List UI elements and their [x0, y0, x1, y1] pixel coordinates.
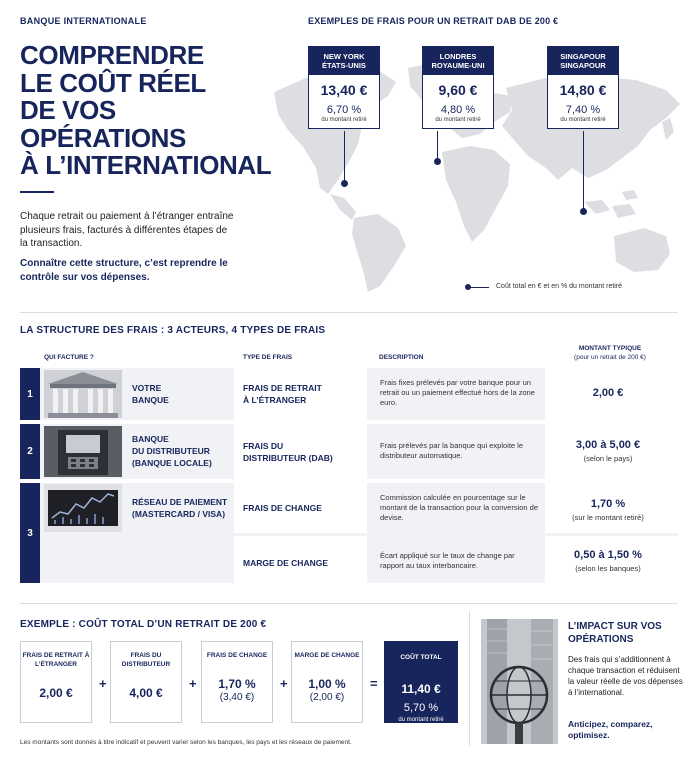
actor-line: BANQUE [132, 434, 169, 444]
city-percent: 7,40 % [565, 104, 601, 116]
example-item-value: 1,00 % [308, 677, 346, 691]
plus-operator: + [189, 676, 197, 691]
title-line: LE COÛT RÉEL [20, 67, 206, 98]
globe-sculpture-image [481, 619, 558, 744]
example-item [201, 641, 273, 723]
total-percent: 5,70 % [403, 702, 439, 714]
fee-type-line: DISTRIBUTEUR (DAB) [243, 453, 333, 463]
fee-description: Écart appliqué sur le taux de change par rapport au taux interbancaire. [380, 551, 515, 570]
city-header [309, 47, 379, 75]
total-value: 11,40 € [401, 682, 441, 696]
example-item [20, 641, 92, 723]
actor-line: VOTRE [132, 383, 162, 393]
intro-text: Chaque retrait ou paiement à l’étranger entraîne plusieurs frais, facturés à différentes étapes de la transaction. [20, 211, 234, 249]
fee-amount-note: (sur le montant retiré) [572, 513, 644, 522]
fee-type [243, 502, 322, 514]
total-cost-box [384, 641, 458, 723]
example-item-value: 2,00 € [39, 686, 73, 700]
city-card-london[interactable] [422, 46, 494, 129]
equals-operator: = [370, 676, 378, 691]
city-amount: 13,40 € [320, 82, 368, 98]
fee-amount-value: 3,00 à 5,00 € [575, 439, 641, 451]
intro-highlight: Connaître cette structure, c’est reprendre le contrôle sur vos dépenses. [20, 258, 228, 283]
fee-type-line: FRAIS DE RETRAIT [243, 383, 322, 393]
row-number: 2 [20, 424, 40, 479]
fee-amount [548, 498, 668, 522]
page-title [20, 42, 280, 180]
example-item [110, 641, 182, 723]
actor-line: DU DISTRIBUTEUR [132, 446, 210, 456]
city-note: du montant retiré [560, 117, 606, 123]
city-country: ÉTATS-UNIS [322, 61, 366, 70]
fee-amount [548, 387, 668, 399]
city-percent: 4,80 % [440, 104, 476, 116]
city-card-singapore[interactable] [547, 46, 619, 129]
vertical-divider [469, 611, 470, 746]
col-header-amount [562, 344, 658, 362]
fee-amount [548, 549, 668, 573]
brand-name: BANQUE INTERNATIONALE [20, 16, 147, 26]
city-name: NEW YORK [323, 52, 365, 61]
atm-image [44, 426, 122, 477]
col-header-description: DESCRIPTION [379, 354, 424, 361]
example-item [291, 641, 363, 723]
city-note: du montant retiré [435, 117, 481, 123]
total-label: COÛT TOTAL [400, 654, 442, 661]
actor-line: (BANQUE LOCALE) [132, 458, 212, 468]
bank-building-image [44, 370, 122, 418]
trading-screen-image [44, 484, 122, 532]
col-header-amount-label: MONTANT TYPIQUE [578, 345, 642, 352]
title-divider [20, 191, 54, 193]
structure-title: LA STRUCTURE DES FRAIS : 3 ACTEURS, 4 TYPES DE FRAIS [20, 325, 326, 336]
example-item-value: 4,00 € [129, 686, 163, 700]
title-line: OPÉRATIONS [20, 122, 186, 153]
actor-line: RÉSEAU DE PAIEMENT [132, 497, 228, 507]
impact-cta: Anticipez, comparez, optimisez. [568, 719, 653, 740]
plus-operator: + [280, 676, 288, 691]
actor-label [132, 382, 169, 406]
fee-type [243, 557, 328, 569]
pin-new-york[interactable] [341, 180, 348, 187]
example-item-value: 1,70 % [218, 677, 256, 691]
example-item-label: FRAIS DE RETRAIT À L’ÉTRANGER [22, 652, 90, 668]
row-number: 1 [20, 368, 40, 420]
example-item-label: FRAIS DU DISTRIBUTEUR [121, 652, 171, 668]
col-header-who: QUI FACTURE ? [44, 354, 94, 361]
city-country: SINGAPOUR [560, 61, 606, 70]
section-divider [20, 603, 678, 604]
legend-dot [465, 284, 471, 290]
city-header [548, 47, 618, 75]
pin-singapore[interactable] [580, 208, 587, 215]
example-item-sub: (3,40 €) [219, 692, 255, 703]
city-amount: 14,80 € [559, 82, 607, 98]
fee-type [243, 382, 322, 406]
city-percent: 6,70 % [326, 104, 362, 116]
example-item-label: FRAIS DE CHANGE [206, 652, 268, 659]
section-divider [20, 312, 678, 313]
title-line: DE VOS [20, 95, 116, 125]
pin-line-new-york [344, 131, 345, 183]
map-title: EXEMPLES DE FRAIS POUR UN RETRAIT DAB DE 200 € [308, 16, 559, 26]
city-card-new-york[interactable] [308, 46, 380, 129]
footnote: Les montants sont donnés à titre indicatif et peuvent varier selon les banques, les pays et les réseaux de paiement. [20, 739, 352, 746]
fee-amount-note: (selon les banques) [575, 564, 641, 573]
fee-amount-value: 2,00 € [592, 387, 624, 399]
fee-amount-note: (selon le pays) [583, 454, 633, 463]
fee-type [243, 440, 333, 464]
pin-line-london [437, 131, 438, 161]
fee-amount-value: 1,70 % [590, 498, 626, 510]
impact-title: L’IMPACT SUR VOS OPÉRATIONS [568, 621, 662, 645]
plus-operator: + [99, 676, 107, 691]
fee-description: Frais prélevés par la banque qui exploite le distributeur automatique. [380, 441, 524, 460]
fee-description: Commission calculée en pourcentage sur le montant de la transaction pour la conversion de devise. [380, 493, 539, 522]
pin-line-singapore [583, 131, 584, 211]
actor-label [132, 433, 212, 469]
fee-description: Frais fixes prélevés par votre banque pour un retrait ou un paiement effectué hors de la zone euro. [380, 378, 535, 407]
fee-amount [548, 439, 668, 463]
actor-label [132, 496, 227, 520]
fee-type-line: FRAIS DU [243, 441, 284, 451]
city-amount: 9,60 € [438, 82, 478, 98]
total-note: du montant retiré [398, 717, 444, 723]
actor-line: BANQUE [132, 395, 169, 405]
col-header-type: TYPE DE FRAIS [243, 354, 293, 361]
city-note: du montant retiré [321, 117, 367, 123]
row-number: 3 [20, 483, 40, 583]
fee-amount-value: 0,50 à 1,50 % [574, 549, 642, 561]
title-line: À L’INTERNATIONAL [20, 150, 272, 180]
impact-text: Des frais qui s’additionnent à chaque transaction et réduisent la valeur réelle de vos dépenses à l’international. [568, 655, 683, 697]
fee-type-line: MARGE DE CHANGE [243, 558, 329, 568]
fee-type-line: FRAIS DE CHANGE [243, 503, 322, 513]
city-country: ROYAUME-UNI [431, 61, 485, 70]
pin-london[interactable] [434, 158, 441, 165]
map-legend: Coût total en € et en % du montant retiré [496, 283, 623, 290]
example-item-label: MARGE DE CHANGE [294, 652, 360, 659]
city-name: SINGAPOUR [560, 52, 606, 61]
example-item-sub: (2,00 €) [309, 692, 345, 703]
fee-type-line: À L’ÉTRANGER [243, 395, 307, 405]
title-line: COMPRENDRE [20, 40, 204, 70]
city-name: LONDRES [439, 52, 477, 61]
example-title: EXEMPLE : COÛT TOTAL D’UN RETRAIT DE 200 € [20, 619, 267, 630]
city-header [423, 47, 493, 75]
actor-line: (MASTERCARD / VISA) [132, 509, 226, 519]
col-header-amount-sub: (pour un retrait de 200 €) [574, 354, 646, 361]
